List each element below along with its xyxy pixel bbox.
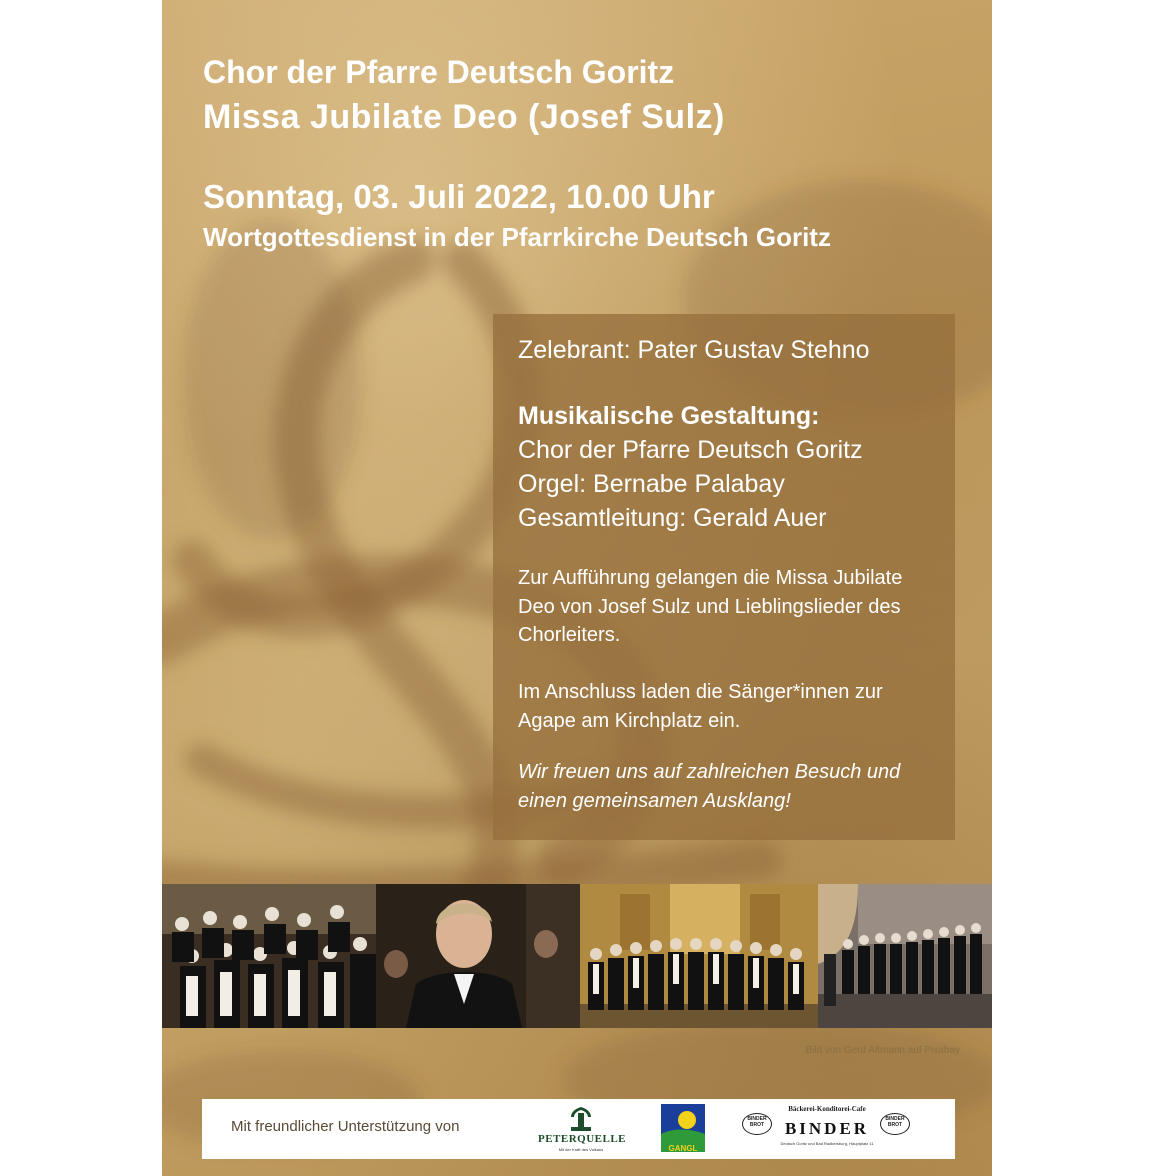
music-line-choir: Chor der Pfarre Deutsch Goritz [518, 436, 863, 464]
agape-invitation: Im Anschluss laden die Sänger*innen zur Agape am Kirchplatz ein. [518, 681, 883, 732]
photo-choir-outdoor [818, 884, 992, 1028]
peterquelle-logo [538, 1105, 627, 1153]
photo-choir-altar [580, 884, 818, 1028]
gangl-name: GANGL [668, 1144, 698, 1152]
binder-logo [742, 1105, 910, 1155]
photo-strip [162, 884, 992, 1028]
event-venue: Wortgottesdienst in der Pfarrkirche Deutsch Goritz [203, 222, 831, 252]
binder-heading: Bäckerei-Konditorei-Cafe [788, 1105, 866, 1113]
celebrant: Zelebrant: Pater Gustav Stehno [518, 336, 870, 364]
sponsor-label: Mit freundlicher Unterstützung von [231, 1118, 460, 1135]
music-heading: Musikalische Gestaltung: [518, 402, 820, 430]
binder-address: Deutsch Goritz und Bad Radkersburg, Hauptplatz 11 [780, 1141, 874, 1146]
binder-badge-left: BINDER BROT [742, 1113, 772, 1135]
poster [162, 0, 992, 1176]
peterquelle-name: PETERQUELLE [538, 1133, 627, 1145]
binder-name: BINDER [784, 1119, 870, 1138]
music-line-director: Gesamtleitung: Gerald Auer [518, 504, 827, 532]
peterquelle-tagline: Mit der Kraft des Vulkans [558, 1147, 604, 1152]
binder-badge-right: BINDER BROT [880, 1113, 910, 1135]
sponsor-bar [202, 1099, 955, 1159]
image-credit: Bild von Gerd Altmann auf Pixabay [805, 1045, 960, 1056]
mass-title: Missa Jubilate Deo (Josef Sulz) [203, 98, 725, 136]
gangl-logo [661, 1104, 705, 1152]
choir-title: Chor der Pfarre Deutsch Goritz [203, 54, 675, 90]
photo-conductor [376, 884, 580, 1028]
program-description: Zur Aufführung gelangen die Missa Jubilate Deo von Josef Sulz und Lieblingslieder des Chorleiters. [518, 567, 903, 646]
info-box [493, 314, 955, 840]
music-line-organ: Orgel: Bernabe Palabay [518, 470, 785, 498]
fountain-icon [538, 1105, 624, 1133]
photo-choir-singing [162, 884, 376, 1028]
closing-message: Wir freuen uns auf zahlreichen Besuch und einen gemeinsamen Ausklang! [518, 761, 901, 812]
event-date-time: Sonntag, 03. Juli 2022, 10.00 Uhr [203, 178, 715, 215]
